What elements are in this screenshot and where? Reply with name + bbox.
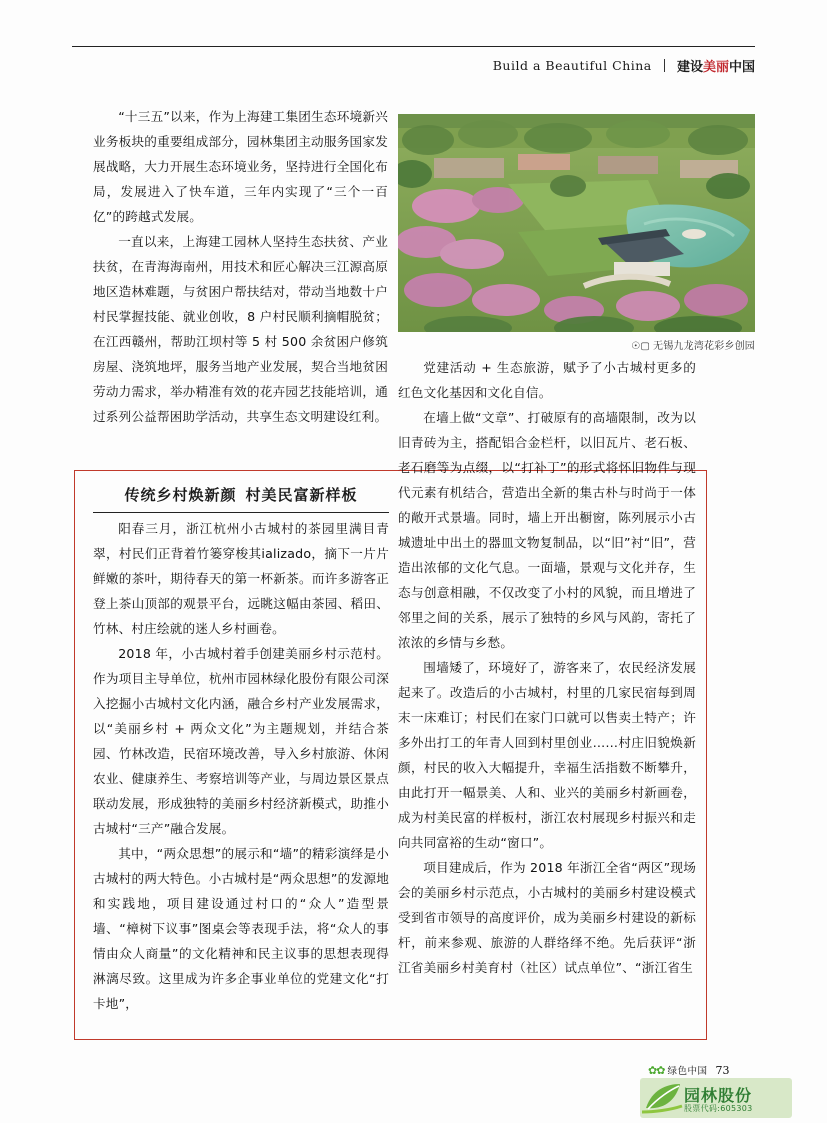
logo-company-name: 园林股份 [684, 1086, 753, 1105]
boxed-left-paragraph-3: 其中，“两众思想”的展示和“墙”的精彩演绎是小古城村的两大特色。小古城村是“两众思想”的发源地和实践地，项目建设通过村口的“众人”造型景墙、“樟树下议事”图桌会等表现手法，将“众人的事情由众人商量”的文化精神和民主议事的思想表现得淋漓尽致。这里成为许多企事业单位的党建文化“打卡地”， [93, 846, 389, 1011]
company-logo [640, 1078, 792, 1118]
photo-illustration [398, 114, 755, 332]
boxed-title-part1: 传统乡村焕新颜 [124, 486, 237, 504]
page-header [72, 46, 755, 75]
boxed-right-paragraph-4: 项目建成后，作为 2018 年浙江全省“两区”现场会的美丽乡村示范点，小古城村的美丽乡村建设模式受到省市领导的高度评价，成为美丽乡村建设的新标杆，前来参观、旅游的人群络绎不绝。先后获评“浙江省美丽乡村美育村（社区）试点单位”、“浙江省生 [398, 860, 696, 975]
header-chinese-suffix: 中国 [728, 60, 755, 75]
boxed-article-title [93, 484, 389, 513]
header-chinese-red: 美丽 [702, 60, 729, 75]
leaf-icon: ✿✿ [648, 1064, 665, 1077]
logo-mark-icon [640, 1078, 684, 1118]
boxed-article-left-column [93, 516, 389, 1016]
figure [398, 114, 755, 352]
boxed-article-right-column [398, 355, 696, 980]
figure-caption-text: 无锡九龙湾花彩乡创园 [653, 341, 755, 352]
header-chinese-title [677, 60, 755, 75]
boxed-right-paragraph-3: 围墙矮了，环境好了，游客来了，农民经济发展起来了。改造后的小古城村，村里的几家民宿每到周末一床难订；村民们在家门口就可以售卖土特产；许多外出打工的年青人回到村里创业……村庄旧貌焕新颜，村民的收入大幅提升，幸福生活指数不断攀升，由此打开一幅景美、人和、业兴的美丽乡村新画卷，成为村美民富的样板村，浙江农村展现乡村振兴和走向共同富裕的生动“窗口”。 [398, 660, 696, 850]
boxed-left-paragraph-2: 2018 年，小古城村着手创建美丽乡村示范村。作为项目主导单位，杭州市园林绿化股份有限公司深入挖掘小古城村文化内涵，融合乡村产业发展需求，以“美丽乡村 + 两众文化”为主题规划，并结合茶园、竹林改造，民宿环境改善，导入乡村旅游、休闲农业、健康养生、考察培训等产业，与周边景区景点联动发展，形成独特的美丽乡村经济新模式，助推小古城村“三产”融合发展。 [93, 646, 389, 836]
logo-stock-code: 股票代码:605303 [684, 1104, 753, 1113]
boxed-right-paragraph-1: 党建活动 + 生态旅游，赋予了小古城村更多的红色文化基因和文化自信。 [398, 360, 696, 400]
aerial-garden-photo [398, 114, 755, 332]
main-paragraph-1: “十三五”以来，作为上海建工集团生态环境新兴业务板块的重要组成部分，园林集团主动服务国家发展战略，大力开展生态环境业务，坚持进行全国化布局，发展进入了快车道，三年内实现了“三个一百亿”的跨越式发展。 [93, 109, 388, 224]
figure-caption [398, 337, 755, 352]
header-chinese-prefix: 建设 [676, 60, 703, 75]
main-paragraph-2: 一直以来，上海建工园林人坚持生态扶贫、产业扶贫，在青海海南州，用技术和匠心解决三江源高原地区造林难题，与贫困户帮扶结对，带动当地数十户村民掌握技能、就业创收，8 户村民顺利摘帽脱贫；在江西赣州，帮助江坝村等 5 村 500 余贫困户修筑房屋、浇筑地坪，服务当地产业发展，契合当地贫困劳动力需求，举办精准有效的花卉园艺技能培训，通过系列公益帮困助学活动，共享生态文明建设红利。 [93, 234, 388, 424]
camera-icon: ☉▢ [631, 341, 650, 352]
boxed-title-part2: 村美民富新样板 [245, 486, 358, 504]
page-number: 73 [715, 1064, 730, 1077]
header-divider [664, 59, 665, 72]
boxed-left-paragraph-1: 阳春三月，浙江杭州小古城村的茶园里满目青翠，村民们正背着竹篓穿梭其ializado，摘下一片片鲜嫩的茶叶，期待春天的第一杯新茶。而许多游客正登上茶山顶部的观景平台，远眺这幅由茶园、稻田、竹林、村庄绘就的迷人乡村画卷。 [93, 521, 389, 636]
header-english-title: Build a Beautiful China [492, 58, 652, 73]
footer-brand-name: 绿色中国 [667, 1066, 708, 1077]
main-article-left-column [93, 104, 388, 429]
header-inner [493, 55, 755, 75]
footer-brand [648, 1063, 729, 1077]
boxed-right-paragraph-2: 在墙上做“文章”、打破原有的高墙限制，改为以旧青砖为主，搭配铝合金栏杆，以旧瓦片、老石板、老石磨等为点缀，以“打补丁”的形式将怀旧物件与现代元素有机结合，营造出全新的集古朴与时尚于一体的敞开式景墙。同时，墙上开出橱窗，陈列展示小古城遗址中出土的器皿文物复制品，以“旧”衬“旧”，营造出浓郁的文化气息。一面墙，景观与文化并存，生态与创意相融，不仅改变了小村的风貌，而且增进了邻里之间的关系，展示了独特的乡风与风韵，寄托了浓浓的乡情与乡愁。 [398, 410, 696, 650]
